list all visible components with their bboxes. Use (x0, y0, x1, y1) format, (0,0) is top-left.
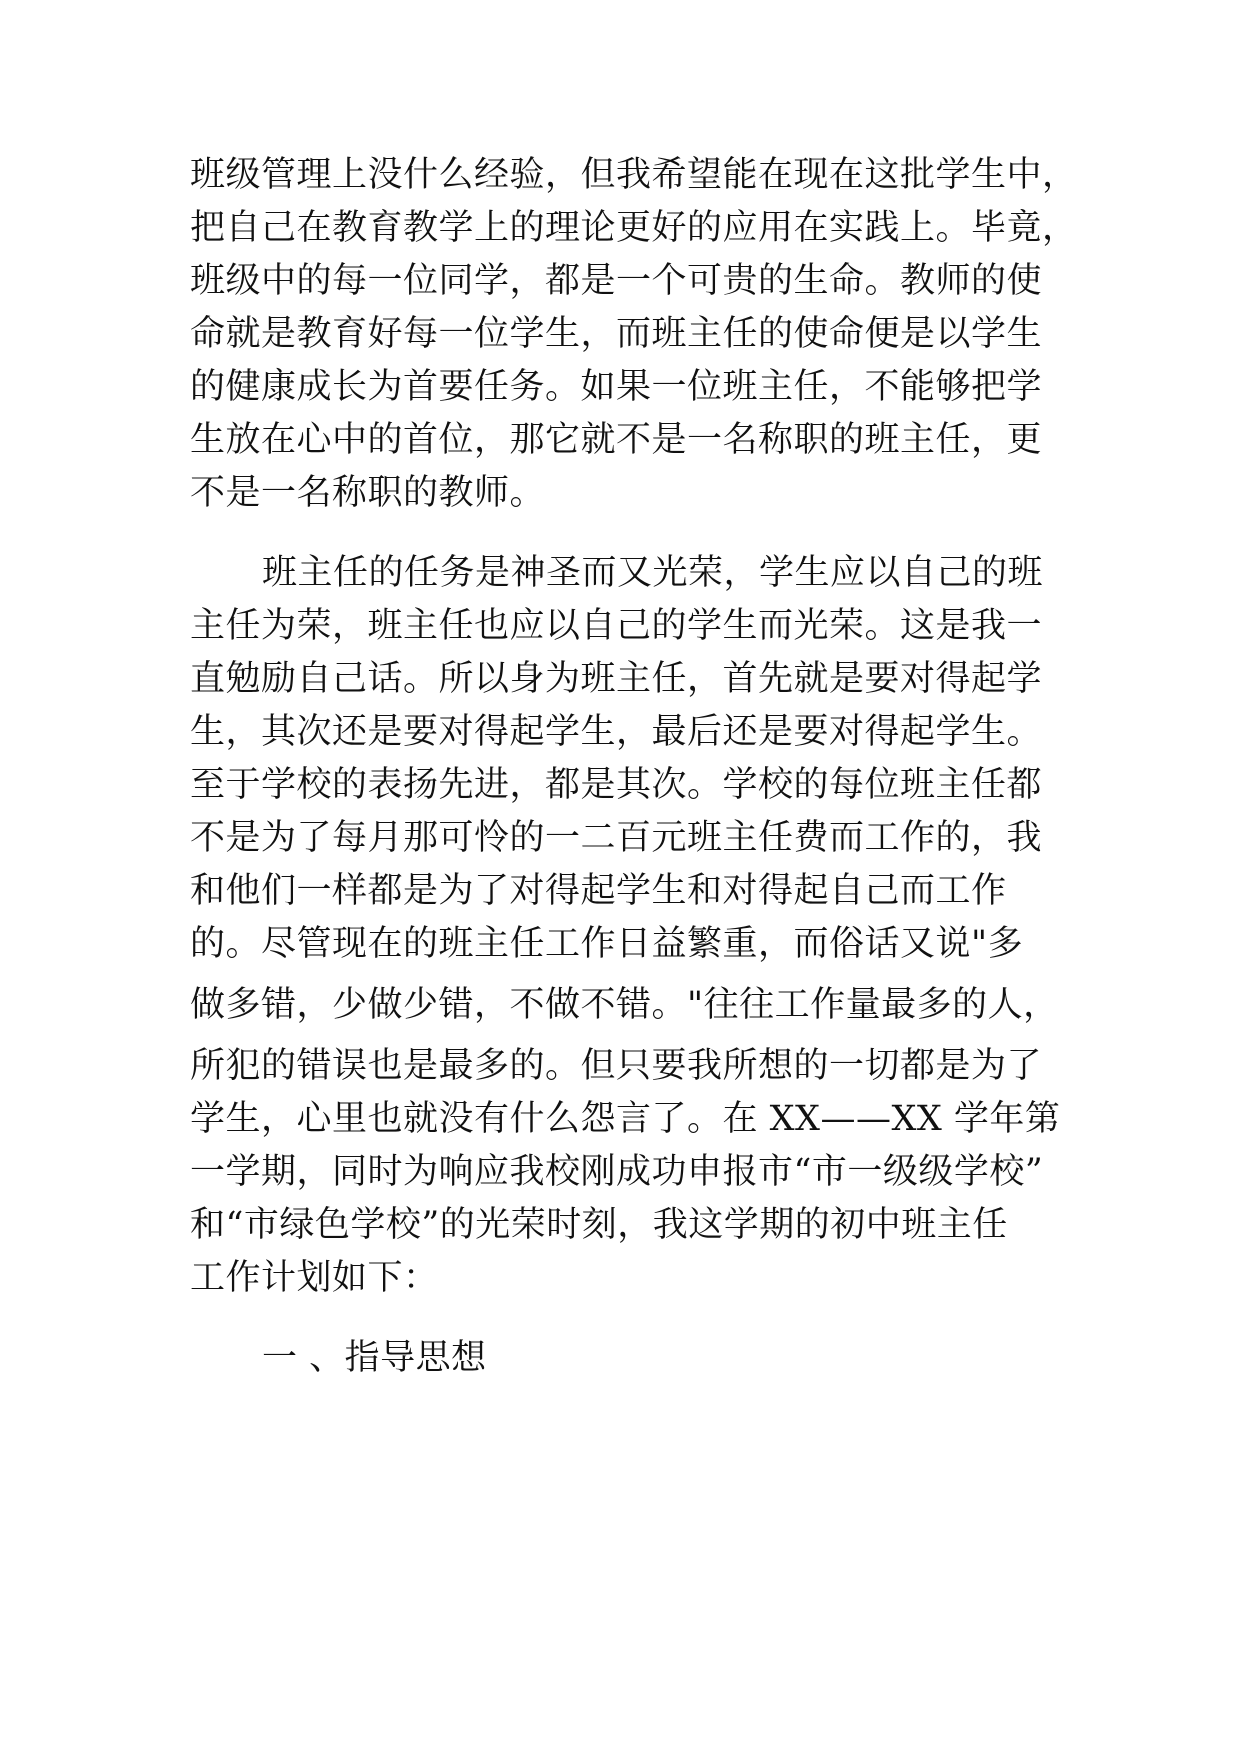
paragraph-line: 至于学校的表扬先进，都是其次。学校的每位班主任都 (190, 765, 1043, 805)
paragraph-line: 和“市绿色学校”的光荣时刻，我这学期的初中班主任 (190, 1205, 1008, 1245)
paragraph-line: 班级管理上没什么经验，但我希望能在现在这批学生中， (190, 155, 1078, 195)
paragraph-line: 把自己在教育教学上的理论更好的应用在实践上。毕竟， (190, 208, 1078, 248)
paragraph-line: 生放在心中的首位，那它就不是一名称职的班主任，更 (190, 420, 1043, 460)
paragraph-line: 班级中的每一位同学，都是一个可贵的生命。教师的使 (190, 261, 1043, 301)
paragraph-line: 和他们一样都是为了对得起学生和对得起自己而工作 (190, 871, 1007, 911)
paragraph-line: 班主任的任务是神圣而又光荣，学生应以自己的班 (262, 553, 1044, 593)
paragraph-line: 所犯的错误也是最多的。但只要我所想的一切都是为了 (190, 1046, 1043, 1086)
paragraph-line: 主任为荣，班主任也应以自己的学生而光荣。这是我一 (190, 606, 1043, 646)
paragraph-line: 做多错，少做少错，不做不错。"往往工作量最多的人， (190, 985, 1059, 1025)
paragraph-line: 直勉励自己话。所以身为班主任，首先就是要对得起学 (190, 659, 1043, 699)
paragraph-line: 不是一名称职的教师。 (190, 473, 546, 513)
section-heading: 一 、指导思想 (262, 1338, 487, 1378)
paragraph-line: 不是为了每月那可怜的一二百元班主任费而工作的，我 (190, 818, 1043, 858)
paragraph-line: 命就是教育好每一位学生，而班主任的使命便是以学生 (190, 314, 1043, 354)
paragraph-line: 学生，心里也就没有什么怨言了。在 XX——XX 学年第 (190, 1099, 1061, 1139)
paragraph-line: 工作计划如下： (190, 1258, 439, 1298)
paragraph-line: 的。尽管现在的班主任工作日益繁重，而俗话又说"多 (190, 924, 1024, 964)
paragraph-line: 一学期，同时为响应我校刚成功申报市“市一级级学校” (190, 1152, 1044, 1192)
paragraph-line: 的健康成长为首要任务。如果一位班主任，不能够把学 (190, 367, 1043, 407)
paragraph-line: 生，其次还是要对得起学生，最后还是要对得起学生。 (190, 712, 1043, 752)
